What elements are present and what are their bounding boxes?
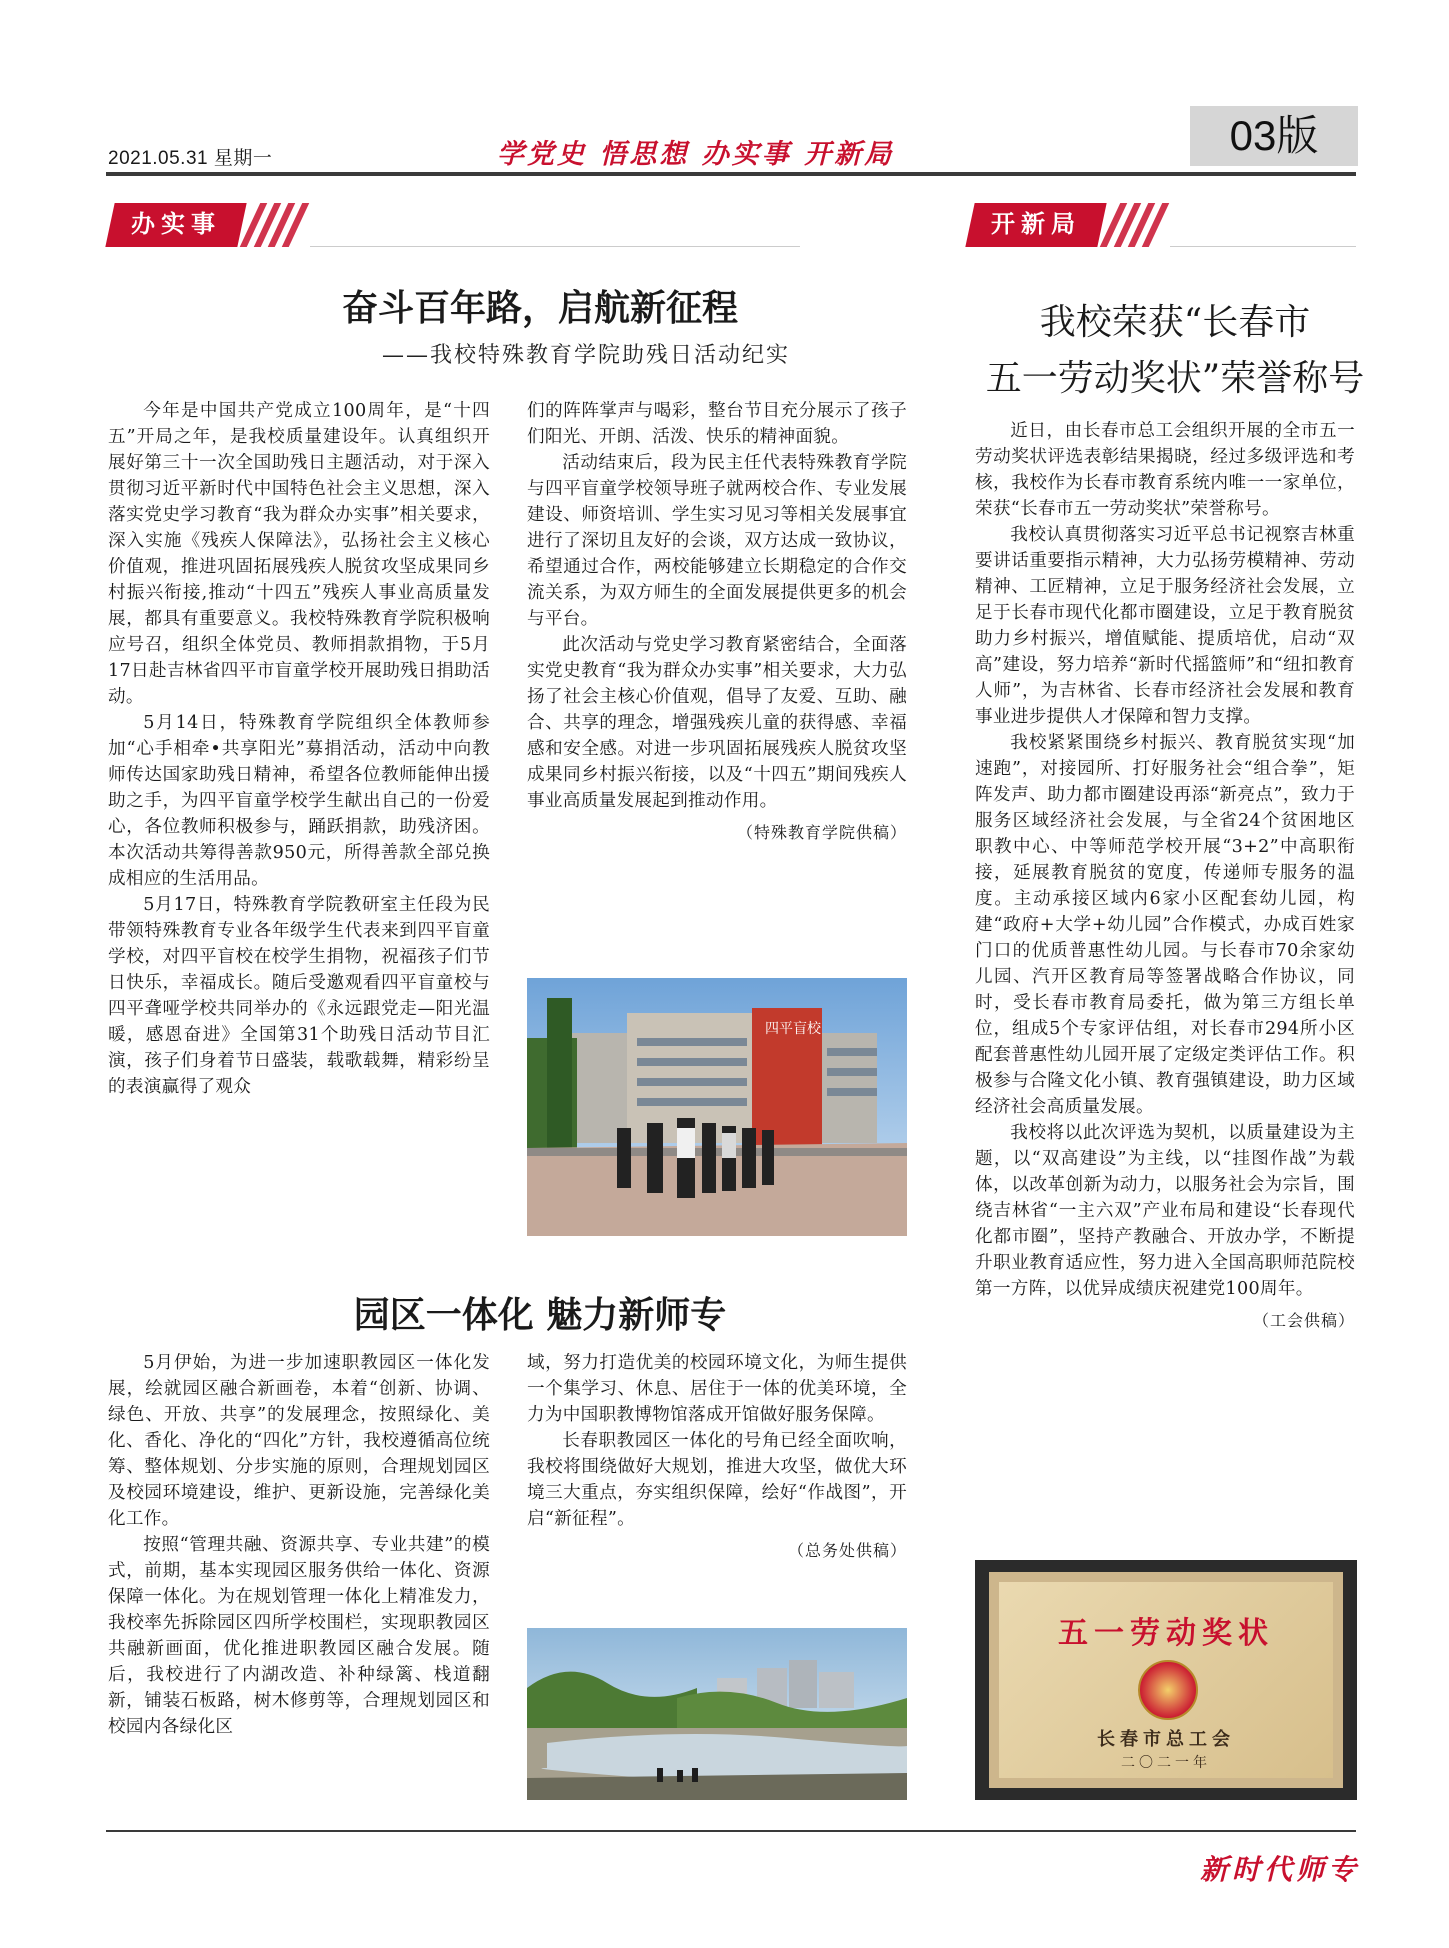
- article2-source: （总务处供稿）: [787, 1541, 907, 1560]
- paragraph: 活动结束后，段为民主任代表特殊教育学院与四平盲童学校领导班子就两校合作、专业发展建设、师资培训、学生实习见习等相关发展事宜进行了深切且友好的会谈，双方达成一致协议，希望通过合作，两校能够建立长期稳定的合作交流关系，为双方师生的全面发展提供更多的机会与平台。: [527, 453, 907, 629]
- paragraph: 长春职教园区一体化的号角已经全面吹响，我校将围绕做好大规划，推进大攻坚，做优大环境三大重点，夯实组织保障，绘好“作战图”，开启“新征程”。: [527, 1431, 907, 1529]
- paragraph: 我校将以此次评选为契机，以质量建设为主题，以“双高建设”为主线，以“挂图作战”为载体，以改革创新为动力，以服务社会为宗旨，围绕吉林省“一主六双”产业布局和建设“长春现代化都市圈”，坚持产教融合、开放办学，不断提升职业教育适应性，努力进入全国高职师范院校第一方阵，以优异成绩庆祝建党100周年。: [975, 1123, 1355, 1299]
- paragraph: 按照“管理共融、资源共享、专业共建”的模式，前期，基本实现园区服务供给一体化、资源保障一体化。为在规划管理一体化上精准发力，我校率先拆除园区四所学校围栏，实现职教园区共融新画面，优化推进职教园区融合发展。随后，我校进行了内湖改造、补种绿篱、栈道翻新，铺装石板路，树木修剪等，合理规划园区和校园内各绿化区: [108, 1535, 490, 1737]
- article1-column-1: [108, 398, 490, 1100]
- section-tag-left: [110, 203, 310, 247]
- edition-number: 03版: [1190, 106, 1358, 166]
- article1-title: 奋斗百年路，启航新征程: [341, 288, 738, 329]
- plaque-organization: 长春市总工会: [1097, 1729, 1235, 1750]
- article1-column-2: [527, 398, 907, 846]
- article2-column-2: [527, 1350, 907, 1564]
- footer-brand: 新时代师专: [1199, 1853, 1360, 1886]
- award-plaque-photo: [975, 1560, 1357, 1800]
- section-tag-right: [970, 203, 1170, 247]
- section-tag-right-label: 开新局: [991, 211, 1081, 238]
- article1-source: （特殊教育学院供稿）: [736, 823, 907, 842]
- tag-stripes-icon: [1110, 203, 1166, 247]
- article3-source: （工会供稿）: [1252, 1311, 1355, 1330]
- paragraph: 我校紧紧围绕乡村振兴、教育脱贫实现“加速跑”，对接园所、打好服务社会“组合拳”，矩阵发声、助力都市圈建设再添“新亮点”，致力于服务区域经济社会发展，与全省24个贫困地区职教中心、中等师范学校开展“3+2”中高职衔接，延展教育脱贫的宽度，传递师专服务的温度。主动承接区域内6家小区配套幼儿园，构建“政府+大学+幼儿园”合作模式，办成百姓家门口的优质普惠性幼儿园。与长春市70余家幼儿园、汽开区教育局等签署战略合作协议，同时，受长春市教育局委托，做为第三方组长单位，组成5个专家评估组，对长春市294所小区配套普惠性幼儿园开展了定级定类评估工作。积极参与合隆文化小镇、教育强镇建设，助力区域经济社会高质量发展。: [975, 733, 1355, 1117]
- tag-underline-left: [310, 246, 800, 247]
- plaque-year: 二〇二一年: [1121, 1755, 1211, 1771]
- school-sign-text: 四平盲校: [765, 1021, 821, 1037]
- emblem-icon: [1138, 1660, 1198, 1720]
- paragraph: 此次活动与党史学习教育紧密结合，全面落实党史教育“我为群众办实事”相关要求，大力弘扬了社会主核心价值观，倡导了友爱、互助、融合、共享的理念，增强残疾儿童的获得感、幸福感和安全感。对进一步巩固拓展残疾人脱贫攻坚成果同乡村振兴衔接，以及“十四五”期间残疾人事业高质量发展起到推动作用。: [527, 635, 907, 811]
- article2-title: 园区一体化 魅力新师专: [353, 1295, 727, 1336]
- article1-subtitle: ——我校特殊教育学院助残日活动纪实: [381, 343, 790, 368]
- plaque-title: 五一劳动奖状: [1058, 1616, 1274, 1651]
- school-visit-photo: [527, 978, 907, 1236]
- paragraph: 5月17日，特殊教育学院教研室主任段为民带领特殊教育专业各年级学生代表来到四平盲童学校，对四平盲校在校学生捐物，祝福孩子们节日快乐，幸福成长。随后受邀观看四平盲童校与四平聋哑学校共同举办的《永远跟党走—阳光温暖，感恩奋进》全国第31个助残日活动节目汇演，孩子们身着节日盛装，载歌载舞，精彩纷呈的表演赢得了观众: [108, 895, 490, 1097]
- article3-column: [975, 418, 1355, 1334]
- article3-title: [960, 295, 1390, 407]
- paragraph: 今年是中国共产党成立100周年，是“十四五”开局之年，是我校质量建设年。认真组织开展好第三十一次全国助残日主题活动，对于深入贯彻习近平新时代中国特色社会主义思想，深入落实党史学习教育“我为群众办实事”相关要求，深入实施《残疾人保障法》，弘扬社会主义核心价值观，推进巩固拓展残疾人脱贫攻坚成果同乡村振兴衔接,推动“十四五”残疾人事业高质量发展，都具有重要意义。我校特殊教育学院积极响应号召，组织全体党员、教师捐款捐物，于5月17日赴吉林省四平市盲童学校开展助残日捐助活动。: [108, 401, 490, 707]
- paragraph: 5月14日，特殊教育学院组织全体教师参加“心手相牵•共享阳光”募捐活动，活动中向教师传达国家助残日精神，希望各位教师能伸出援助之手，为四平盲童学校学生献出自己的一份爱心，各位教师积极参与，踊跃捐款，助残济困。本次活动共筹得善款950元，所得善款全部兑换成相应的生活用品。: [108, 713, 490, 889]
- header-motto: 学党史 悟思想 办实事 开新局: [497, 139, 895, 170]
- issue-date: 2021.05.31 星期一: [108, 148, 273, 169]
- footer-rule: [106, 1830, 1356, 1832]
- article3-title-line2: 五一劳动奖状”荣誉称号: [985, 358, 1365, 399]
- article3-title-line1: 我校荣获“长春市: [1039, 302, 1311, 343]
- article2-column-1: [108, 1350, 490, 1740]
- section-tag-left-label: 办实事: [131, 211, 221, 238]
- paragraph: 近日，由长春市总工会组织开展的全市五一劳动奖状评选表彰结果揭晓，经过多级评选和考核，我校作为长春市教育系统内唯一一家单位，荣获“长春市五一劳动奖状”荣誉称号。: [975, 421, 1355, 519]
- paragraph: 我校认真贯彻落实习近平总书记视察吉林重要讲话重要指示精神，大力弘扬劳模精神、劳动精神、工匠精神，立足于服务经济社会发展，立足于长春市现代化都市圈建设，立足于教育脱贫助力乡村振兴，增值赋能、提质培优，启动“双高”建设，努力培养“新时代摇篮师”和“纽扣教育人师”，为吉林省、长春市经济社会发展和教育事业进步提供人才保障和智力支撑。: [975, 525, 1355, 727]
- paragraph: 5月伊始，为进一步加速职教园区一体化发展，绘就园区融合新画卷，本着“创新、协调、绿色、开放、共享”的发展理念，按照绿化、美化、香化、净化的“四化”方针，我校遵循高位统筹、整体规划、分步实施的原则，合理规划园区及校园环境建设，维护、更新设施，完善绿化美化工作。: [108, 1353, 490, 1529]
- tag-stripes-icon: [250, 203, 306, 247]
- paragraph: 域，努力打造优美的校园环境文化，为师生提供一个集学习、休息、居住于一体的优美环境，全力为中国职教博物馆落成开馆做好服务保障。: [527, 1353, 907, 1425]
- campus-lake-photo: [527, 1628, 907, 1800]
- tag-underline-right: [1170, 246, 1356, 247]
- header-rule: [106, 172, 1356, 176]
- paragraph: 们的阵阵掌声与喝彩，整台节目充分展示了孩子们阳光、开朗、活泼、快乐的精神面貌。: [527, 401, 907, 447]
